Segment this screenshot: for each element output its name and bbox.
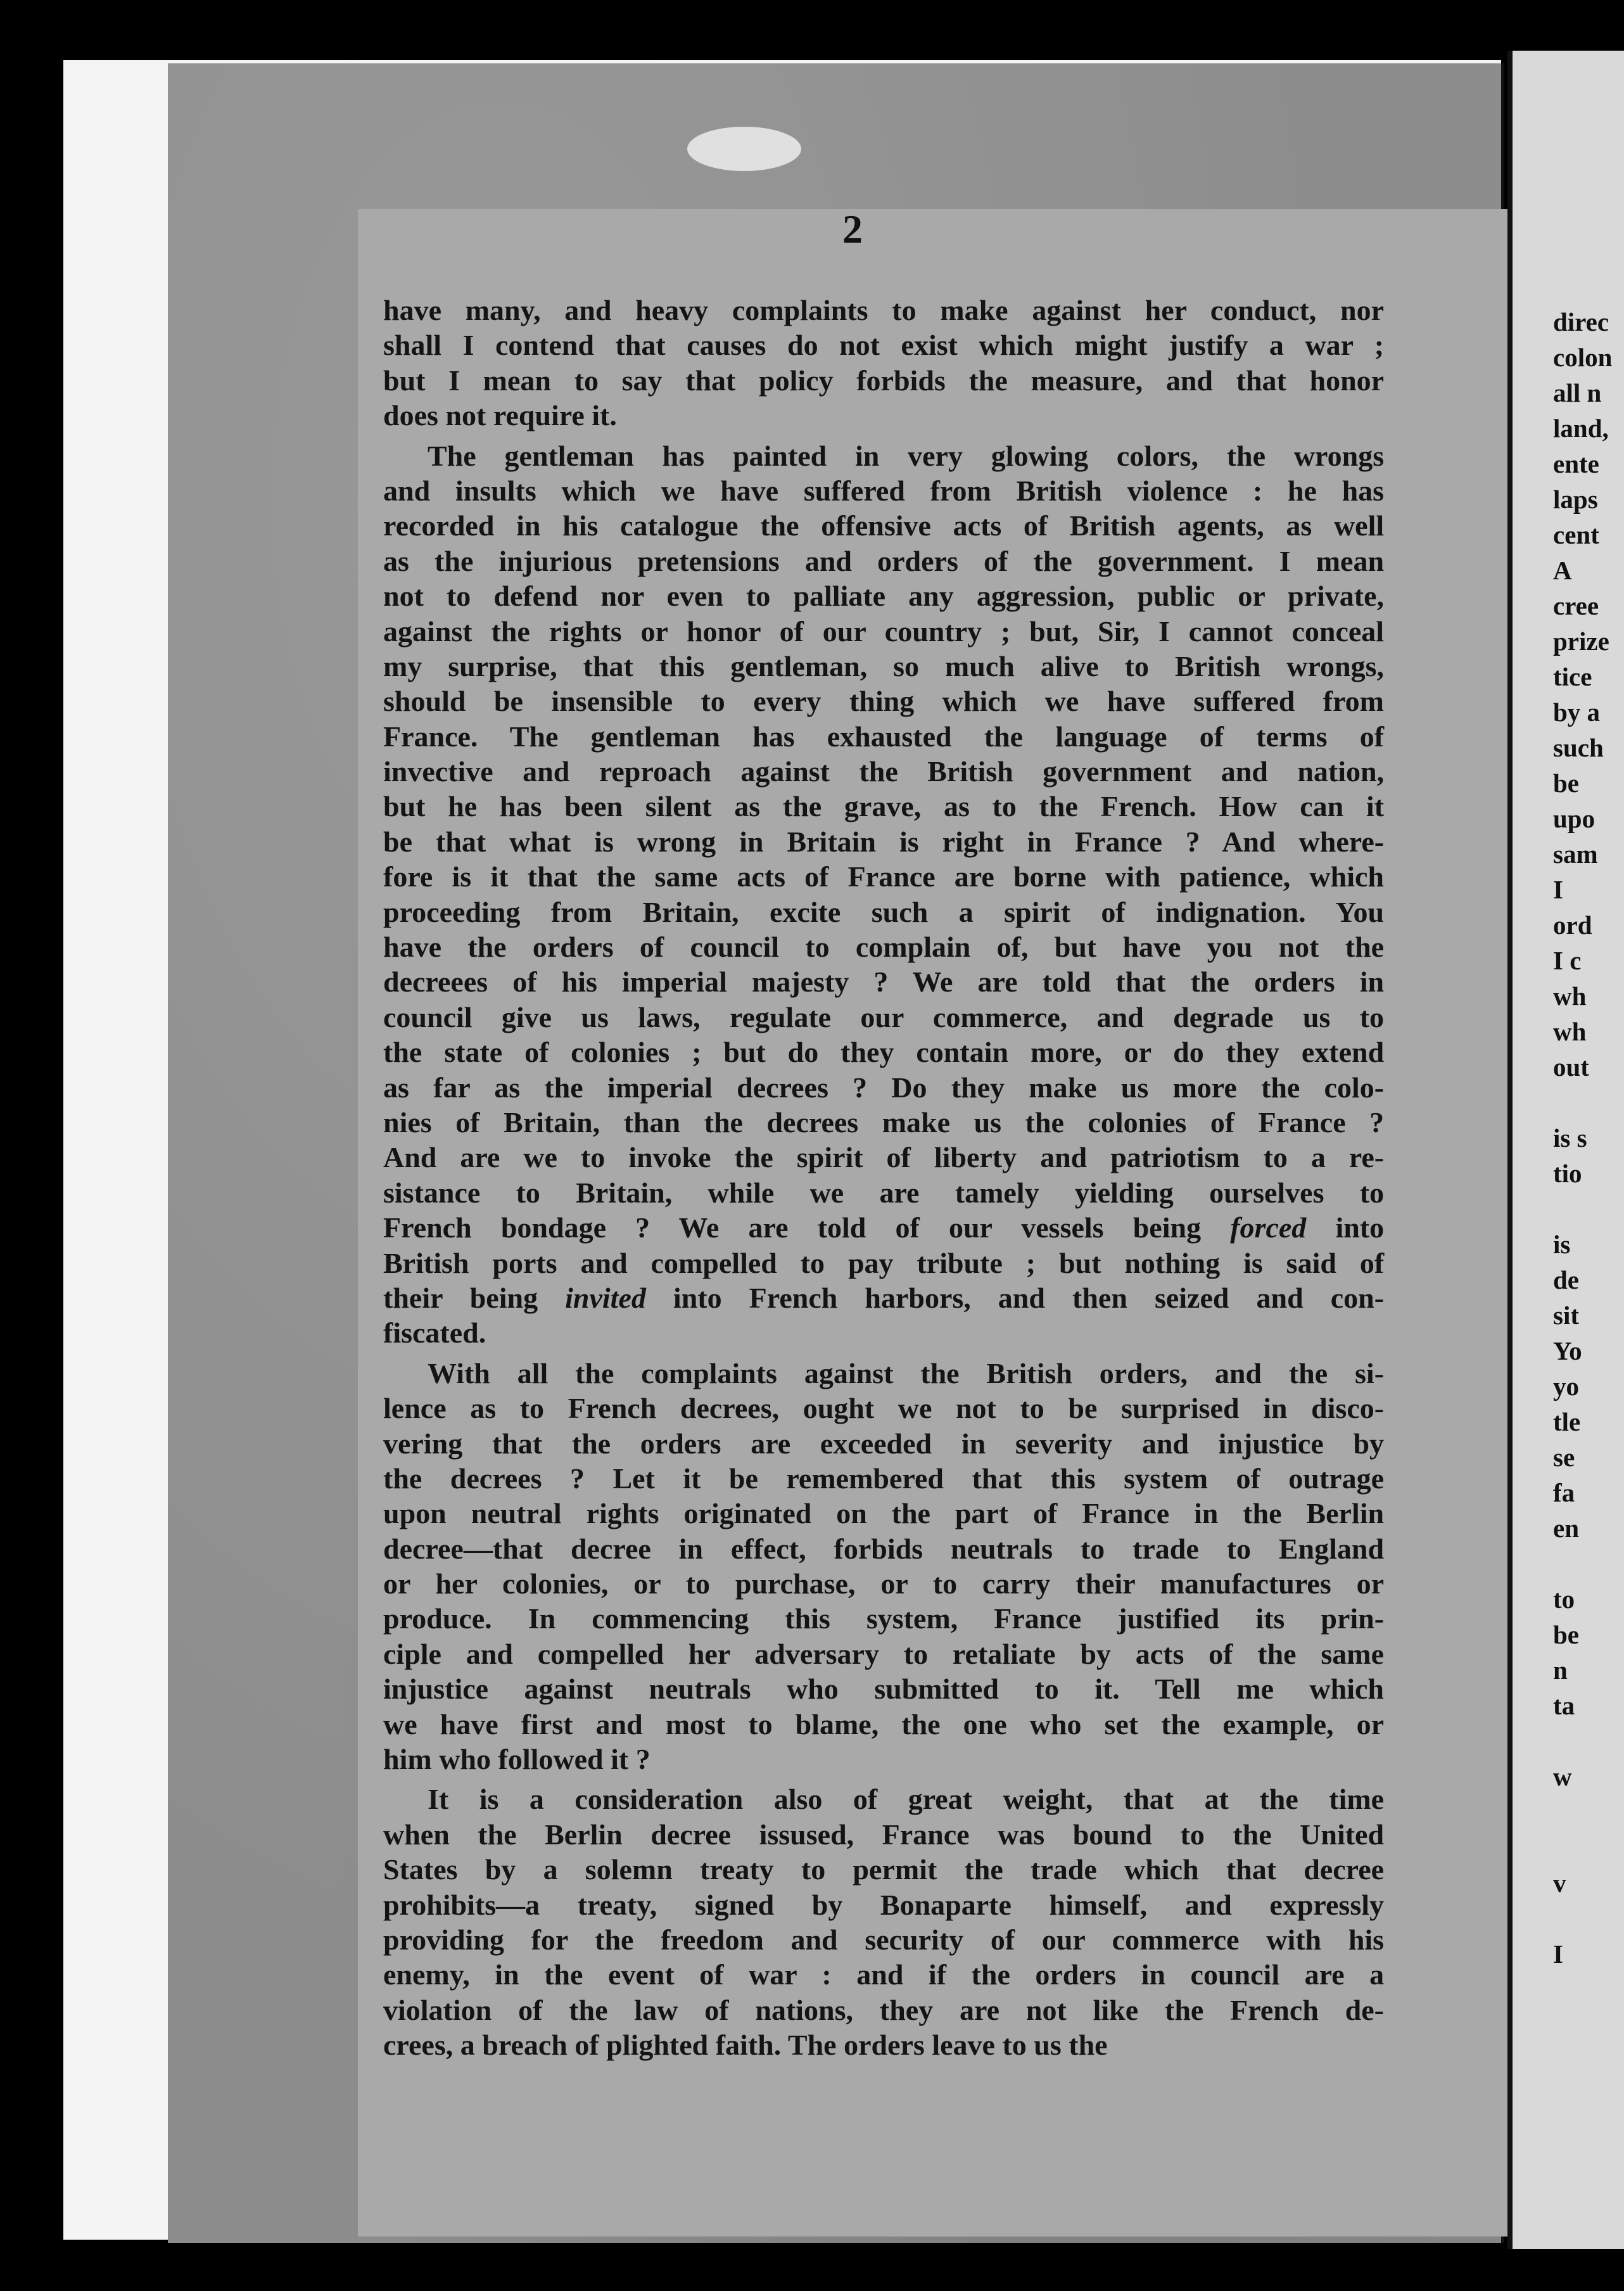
adjacent-page-fragment: is s [1553, 1123, 1587, 1152]
text-line: as far as the imperial decrees ? Do they make us more the colo- [383, 1071, 1385, 1104]
adjacent-page-fragment: Yo [1553, 1336, 1582, 1365]
adjacent-page-fragment: se [1553, 1443, 1575, 1472]
adjacent-page-text [1553, 304, 1624, 1972]
text-line: him who followed it ? [383, 1743, 650, 1776]
text-line: sistance to Britain, while we are tamely yielding ourselves to [383, 1176, 1385, 1209]
adjacent-page-fragment [1553, 1794, 1624, 1830]
adjacent-page-fragment: such [1553, 733, 1604, 762]
text-line: injustice against neutrals who submitted to it. Tell me which [383, 1673, 1385, 1706]
text-line: fiscated. [383, 1317, 486, 1350]
adjacent-page-fragment: tle [1553, 1407, 1581, 1436]
text-line: enemy, in the event of war : and if the orders in council are a [383, 1958, 1385, 1991]
adjacent-page-fragment: ente [1553, 449, 1599, 478]
text-line: and insults which we have suffered from British violence : he has [383, 474, 1385, 507]
text-line: be that what is wrong in Britain is right in France ? And where- [383, 825, 1385, 858]
text-line: ciple and compelled her adversary to retaliate by acts of the same [383, 1637, 1385, 1670]
text-line: my surprise, that this gentleman, so much alive to British wrongs, [383, 649, 1385, 682]
adjacent-page-fragment [1553, 1830, 1624, 1865]
text-line: crees, a breach of plighted faith. The orders leave to us the [383, 2029, 1108, 2062]
adjacent-page-fragment: direc [1553, 307, 1609, 336]
adjacent-page-fragment [1553, 1191, 1624, 1227]
text-line: when the Berlin decree issused, France was bound to the United [383, 1818, 1385, 1851]
adjacent-page-fragment: en [1553, 1514, 1579, 1543]
adjacent-page-fragment: I [1553, 875, 1563, 904]
adjacent-page-fragment: w [1553, 1762, 1572, 1791]
text-line: against the rights or honor of our country ; but, Sir, I cannot conceal [383, 615, 1385, 648]
text-line: decreees of his imperial majesty ? We are told that the orders in [383, 966, 1385, 999]
adjacent-page-fragment: cent [1553, 520, 1599, 549]
text-line: The gentleman has painted in very glowing colors, the wrongs [428, 439, 1385, 472]
adjacent-page-fragment: I [1553, 1939, 1563, 1969]
text-line: With all the complaints against the British orders, and the si- [428, 1356, 1385, 1389]
adjacent-page-fragment: wh [1553, 981, 1587, 1011]
text-line: their being invited into French harbors, and then seized and con- [383, 1281, 1385, 1314]
text-line: have the orders of council to complain of, but have you not the [383, 931, 1385, 964]
text-line: prohibits—a treaty, signed by Bonaparte himself, and expressly [383, 1888, 1385, 1921]
text-line: fore is it that the same acts of France are borne with patience, which [383, 860, 1384, 893]
adjacent-page-fragment: sam [1553, 839, 1598, 869]
adjacent-page-fragment: yo [1553, 1372, 1579, 1401]
adjacent-page-fragment: out [1553, 1052, 1589, 1082]
adjacent-page-fragment: land, [1553, 414, 1609, 443]
text-line: but he has been silent as the grave, as to the French. How can it [383, 790, 1385, 823]
adjacent-page-fragment: prize [1553, 627, 1609, 656]
adjacent-page-fragment: A [1553, 556, 1572, 585]
adjacent-page-fragment: by a [1553, 698, 1601, 727]
adjacent-page-fragment: wh [1553, 1017, 1587, 1046]
text-line: States by a solemn treaty to permit the trade which that decree [383, 1853, 1385, 1886]
text-line: we have first and most to blame, the one who set the example, or [383, 1707, 1384, 1740]
adjacent-page-fragment: colon [1553, 343, 1613, 372]
text-line: nies of Britain, than the decrees make us the colonies of France ? [383, 1106, 1385, 1139]
text-line: not to defend nor even to palliate any aggression, public or private, [383, 580, 1385, 613]
text-line: providing for the freedom and security of our commerce with his [383, 1923, 1385, 1956]
text-line: does not require it. [383, 399, 617, 432]
adjacent-page-fragment: laps [1553, 485, 1598, 514]
text-line: recorded in his catalogue the offensive acts of British agents, as well [383, 509, 1385, 542]
adjacent-page-fragment: I c [1553, 946, 1582, 975]
adjacent-page-fragment [1553, 1723, 1624, 1759]
text-line: but I mean to say that policy forbids the measure, and that honor [383, 364, 1385, 397]
paragraph-gap [383, 1777, 1384, 1782]
text-line: decree—that decree in effect, forbids neutrals to trade to England [383, 1532, 1385, 1565]
text-line: British ports and compelled to pay tribute ; but nothing is said of [383, 1246, 1385, 1279]
text-line: shall I contend that causes do not exist which might justify a war ; [383, 329, 1385, 362]
adjacent-page-fragment: ta [1553, 1691, 1575, 1720]
adjacent-page-fragment: to [1553, 1585, 1575, 1614]
text-line: upon neutral rights originated on the part of France in the Berlin [383, 1497, 1385, 1530]
adjacent-page-fragment: tice [1553, 662, 1592, 691]
text-line: council give us laws, regulate our commerce, and degrade us to [383, 1000, 1385, 1033]
text-line: should be insensible to every thing which we have suffered from [383, 685, 1384, 718]
text-line: lence as to French decrees, ought we not to be surprised in disco- [383, 1392, 1385, 1425]
text-line: France. The gentleman has exhausted the language of terms of [383, 720, 1385, 753]
adjacent-page-fragment: is [1553, 1230, 1571, 1259]
adjacent-page-fragment [1553, 1901, 1624, 1936]
adjacent-page-fragment: ord [1553, 910, 1592, 940]
adjacent-page-fragment [1553, 1546, 1624, 1581]
adjacent-page-fragment: tio [1553, 1159, 1582, 1188]
adjacent-page-fragment: all n [1553, 378, 1602, 407]
text-line: produce. In commencing this system, France justified its prin- [383, 1602, 1385, 1635]
adjacent-page-fragment: de [1553, 1265, 1579, 1294]
text-line: And are we to invoke the spirit of liberty and patriotism to a re- [383, 1141, 1385, 1174]
text-line: violation of the law of nations, they are not like the French de- [383, 1993, 1384, 2026]
adjacent-page-fragment: v [1553, 1868, 1566, 1898]
text-line: as the injurious pretensions and orders of the government. I mean [383, 544, 1385, 577]
adjacent-page-fragment: fa [1553, 1478, 1575, 1507]
adjacent-page-fragment: cree [1553, 591, 1599, 620]
adjacent-page-fragment: sit [1553, 1301, 1579, 1330]
adjacent-page-fragment [1553, 1085, 1624, 1120]
text-line: It is a consideration also of great weight, that at the time [428, 1783, 1385, 1816]
text-line: the decrees ? Let it be remembered that this system of outrage [383, 1462, 1385, 1495]
text-line: proceeding from Britain, excite such a spirit of indignation. You [383, 895, 1385, 928]
body-text [383, 293, 1384, 2063]
text-line: vering that the orders are exceeded in severity and injustice by [383, 1427, 1385, 1460]
paragraph-gap [383, 1351, 1384, 1356]
scan-smudge [687, 127, 801, 171]
text-line: the state of colonies ; but do they contain more, or do they extend [383, 1036, 1385, 1069]
adjacent-page-fragment: upo [1553, 804, 1595, 833]
text-line: invective and reproach against the British government and nation, [383, 755, 1385, 788]
adjacent-page-fragment: n [1553, 1656, 1568, 1685]
paragraph-gap [383, 433, 1384, 438]
text-line: French bondage ? We are told of our vessels being forced into [383, 1211, 1385, 1244]
page-number: 2 [842, 207, 863, 252]
text-line: have many, and heavy complaints to make against her conduct, nor [383, 294, 1385, 326]
adjacent-page-fragment: be [1553, 1620, 1579, 1649]
text-line: or her colonies, or to purchase, or to carry their manufactures or [383, 1567, 1385, 1600]
adjacent-page-fragment: be [1553, 769, 1579, 798]
